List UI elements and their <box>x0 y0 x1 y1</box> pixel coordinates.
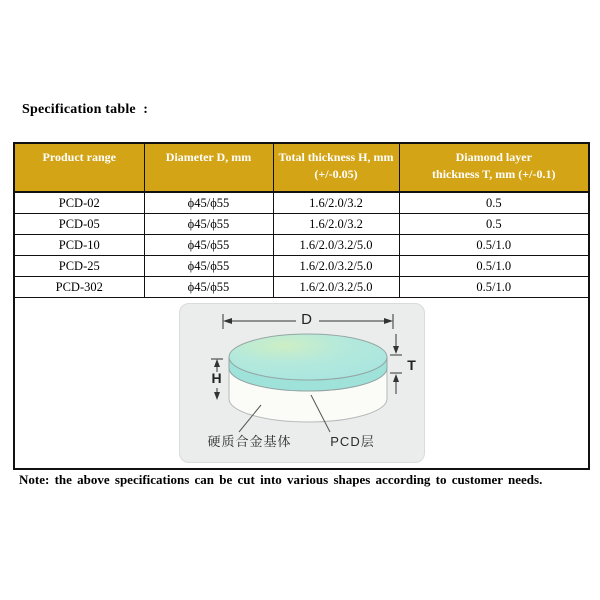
dim-d-label: D <box>301 311 312 328</box>
disc-top-face <box>229 334 387 380</box>
table-cell: PCD-05 <box>14 214 144 235</box>
header-line: Total thickness H, mm <box>278 150 394 164</box>
table-row <box>14 235 589 256</box>
table-cell: 1.6/2.0/3.2 <box>273 192 399 214</box>
header-line: Diamond layer <box>455 150 532 164</box>
specification-table <box>13 142 590 470</box>
table-row <box>14 256 589 277</box>
table-cell: ϕ45/ϕ55 <box>144 192 273 214</box>
dim-h-label: H <box>211 370 222 386</box>
product-diagram <box>179 303 425 463</box>
table-cell: 1.6/2.0/3.2/5.0 <box>273 235 399 256</box>
header-line: thickness T, mm (+/-0.1) <box>432 167 556 181</box>
table-row <box>14 192 589 214</box>
column-header-diamond-layer <box>399 143 589 192</box>
table-cell: 0.5 <box>399 192 589 214</box>
table-cell: 0.5/1.0 <box>399 256 589 277</box>
header-line: Diameter D, mm <box>165 150 252 164</box>
table-cell: 1.6/2.0/3.2 <box>273 214 399 235</box>
dim-t-label: T <box>407 357 416 373</box>
table-cell: PCD-10 <box>14 235 144 256</box>
table-cell: 1.6/2.0/3.2/5.0 <box>273 256 399 277</box>
note-text: Note: the above specifications can be cut into various shapes according to customer needs. <box>19 472 543 487</box>
pcd-layer-label: PCD层 <box>330 434 375 449</box>
header-row <box>14 143 589 192</box>
table-cell: ϕ45/ϕ55 <box>144 277 273 298</box>
page-title: Specification table : <box>22 102 149 117</box>
table-cell: PCD-302 <box>14 277 144 298</box>
table-cell: ϕ45/ϕ55 <box>144 256 273 277</box>
table-cell: ϕ45/ϕ55 <box>144 214 273 235</box>
column-header-diameter <box>144 143 273 192</box>
table-cell: PCD-25 <box>14 256 144 277</box>
table-cell: PCD-02 <box>14 192 144 214</box>
diagram-cell <box>14 298 589 470</box>
table-cell: ϕ45/ϕ55 <box>144 235 273 256</box>
table-cell: 0.5 <box>399 214 589 235</box>
header-line: (+/-0.05) <box>314 167 358 181</box>
table-cell: 0.5/1.0 <box>399 235 589 256</box>
diagram-row <box>14 298 589 470</box>
table-cell: 1.6/2.0/3.2/5.0 <box>273 277 399 298</box>
substrate-label: 硬质合金基体 <box>207 434 292 449</box>
table-row <box>14 277 589 298</box>
column-header-total-thickness <box>273 143 399 192</box>
dimension-t-line <box>390 334 402 394</box>
column-header-product-range <box>14 143 144 192</box>
table-cell: 0.5/1.0 <box>399 277 589 298</box>
table-row <box>14 214 589 235</box>
header-line: Product range <box>42 150 116 164</box>
